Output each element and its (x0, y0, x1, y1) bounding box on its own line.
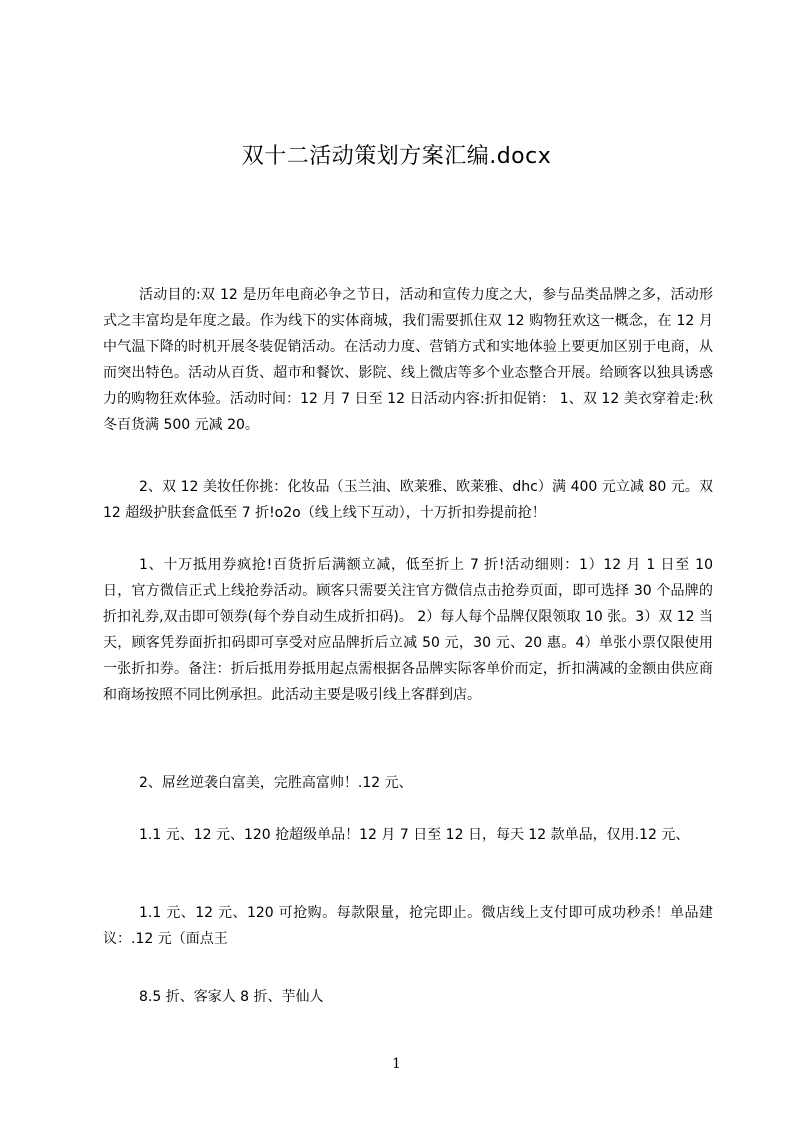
paragraph-flash-sale-intro: 2、屌丝逆袭白富美，完胜高富帅！.12 元、 (139, 775, 413, 791)
paragraph-coupon-rules: 1、十万抵用券疯抢!百货折后满额立减，低至折上 7 折!活动细则：1）12 月 1 日至 10 日，官方微信正式上线抢券活动。顾客只需要关注官方微信点击抢券页面，即可选择 30 个品牌的折扣礼券,双击即可领券(每个券自动生成折扣码)。 2）每人每个品牌仅限领取 10 张。3）双 12 当天，顾客凭券面折扣码即可享受对应品牌折后立减 50 元，30 元、20 惠。4）单张小票仅限使用一张折扣券。备注：折后抵用券抵用起点需根据各品牌实际客单价而定，折扣满减的金额由供应商和商场按照不同比例承担。此活动主要是吸引线上客群到店。 (103, 557, 713, 703)
paragraph-discount-partners: 8.5 折、客家人 8 折、芋仙人 (139, 989, 324, 1005)
paragraph-makeup-offer: 2、双 12 美妆任你挑：化妆品（玉兰油、欧莱雅、欧莱雅、dhc）满 400 元立减 80 元。双 12 超级护肤套盒低至 7 折!o2o（线上线下互动），十万折扣券提前抢！ (103, 479, 713, 521)
paragraph-limited-purchase: 1.1 元、12 元、120 可抢购。每款限量，抢完即止。微店线上支付即可成功秒杀！单品建议：.12 元（面点王 (103, 905, 713, 947)
document-title: 双十二活动策划方案汇编.docx (241, 144, 552, 169)
paragraph-activity-purpose: 活动目的:双 12 是历年电商必争之节日，活动和宣传力度之大，参与品类品牌之多，活动形式之丰富均是年度之最。作为线下的实体商城，我们需要抓住双 12 购物狂欢这一概念，在 12 月中气温下降的时机开展冬装促销活动。在活动力度、营销方式和实地体验上要更加区别于电商，从而突出特色。活动从百货、超市和餐饮、影院、线上微店等多个业态整合开展。给顾客以独具诱惑力的购物狂欢体验。活动时间：12 月 7 日至 12 日活动内容:折扣促销： 1、双 12 美衣穿着走:秋冬百货满 500 元减 20。 (103, 287, 713, 433)
paragraph-super-items: 1.1 元、12 元、120 抢超级单品！12 月 7 日至 12 日，每天 12 款单品，仅用.12 元、 (139, 827, 690, 843)
page-number: 1 (392, 1056, 401, 1072)
